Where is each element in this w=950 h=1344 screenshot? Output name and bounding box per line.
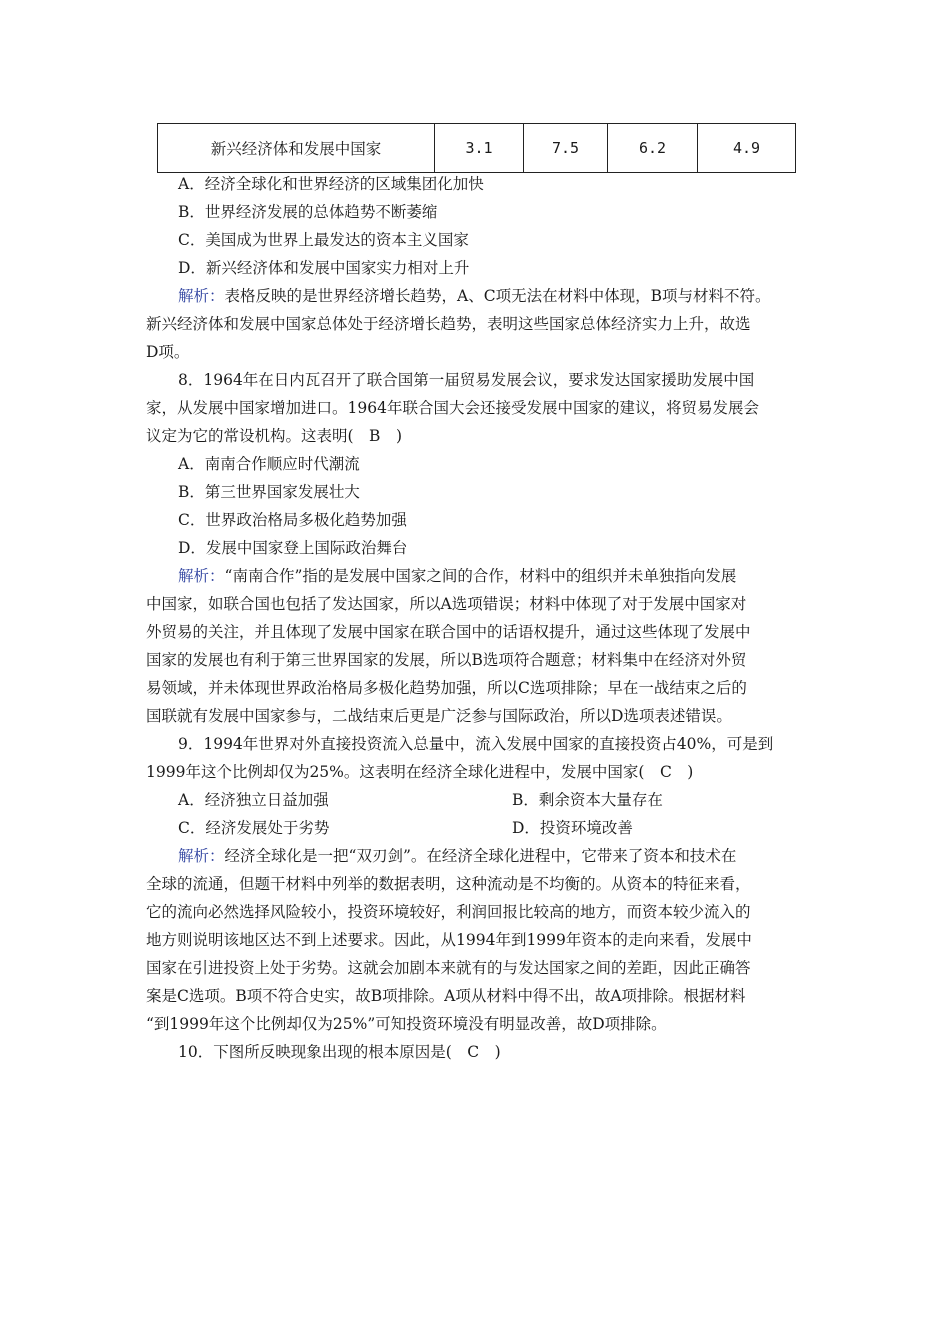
question-line: 9．1994年世界对外直接投资流入总量中，流入发展中国家的直接投资占40%，可是到 [178,735,774,753]
question-line: 家，从发展中国家增加进口。1964年联合国大会还接受发展中国家的建议，将贸易发展会 [146,399,759,417]
table-row [158,124,796,173]
analysis-line: 解析：经济全球化是一把“双刃剑”。在经济全球化进程中，它带来了资本和技术在 [178,847,737,865]
option-line: B．剩余资本大量存在 [512,791,663,809]
option-line: D．新兴经济体和发展中国家实力相对上升 [178,259,470,277]
table-cell: 4.9 [698,124,796,173]
table-cell: 6.2 [608,124,698,173]
option-line: D．发展中国家登上国际政治舞台 [178,539,408,557]
analysis-label: 解析： [178,847,225,865]
option-line: A．经济全球化和世界经济的区域集团化加快 [178,175,484,193]
option-line: C．经济发展处于劣势 [178,819,330,837]
option-line: B．世界经济发展的总体趋势不断萎缩 [178,203,438,221]
analysis-line: 地方则说明该地区达不到上述要求。因此，从1994年到1999年资本的走向来看，发展中 [146,931,752,949]
analysis-line: “到1999年这个比例却仅为25%”可知投资环境没有明显改善，故D项排除。 [146,1015,667,1033]
table-cell: 3.1 [435,124,524,173]
analysis-label: 解析： [178,287,225,305]
analysis-line: 解析：表格反映的是世界经济增长趋势，A、C项无法在材料中体现，B项与材料不符。 [178,287,771,305]
table-cell: 7.5 [524,124,608,173]
analysis-line: 新兴经济体和发展中国家总体处于经济增长趋势，表明这些国家总体经济实力上升，故选 [146,315,751,333]
analysis-line: 全球的流通，但题干材料中列举的数据表明，这种流动是不均衡的。从资本的特征来看， [146,875,751,893]
analysis-line: D项。 [146,343,190,361]
question-line: 8．1964年在日内瓦召开了联合国第一届贸易发展会议，要求发达国家援助发展中国 [178,371,755,389]
analysis-label: 解析： [178,567,225,585]
option-line: C．美国成为世界上最发达的资本主义国家 [178,231,469,249]
option-line: A．经济独立日益加强 [178,791,329,809]
question-line: 10．下图所反映现象出现的根本原因是( C ) [178,1043,501,1061]
data-table [157,123,796,173]
analysis-line: 国家的发展也有利于第三世界国家的发展，所以B选项符合题意；材料集中在经济对外贸 [146,651,747,669]
option-line: C．世界政治格局多极化趋势加强 [178,511,407,529]
analysis-line: 中国家，如联合国也包括了发达国家，所以A选项错误；材料中体现了对于发展中国家对 [146,595,747,613]
analysis-line: 解析：“南南合作”指的是发展中国家之间的合作，材料中的组织并未单独指向发展 [178,567,737,585]
analysis-line: 易领域，并未体现世界政治格局多极化趋势加强，所以C选项排除；早在一战结束之后的 [146,679,747,697]
analysis-line: 国家在引进投资上处于劣势。这就会加剧本来就有的与发达国家之间的差距，因此正确答 [146,959,751,977]
analysis-line: 案是C选项。B项不符合史实，故B项排除。A项从材料中得不出，故A项排除。根据材料 [146,987,746,1005]
table-cell: 新兴经济体和发展中国家 [158,124,435,173]
option-line: A．南南合作顺应时代潮流 [178,455,360,473]
option-line: D．投资环境改善 [512,819,633,837]
analysis-line: 它的流向必然选择风险较小，投资环境较好，利润回报比较高的地方，而资本较少流入的 [146,903,751,921]
analysis-line: 国联就有发展中国家参与，二战结束后更是广泛参与国际政治，所以D选项表述错误。 [146,707,732,725]
question-line: 1999年这个比例却仅为25%。这表明在经济全球化进程中，发展中国家( C ) [146,763,694,781]
question-line: 议定为它的常设机构。这表明( B ) [146,427,402,445]
option-line: B．第三世界国家发展壮大 [178,483,360,501]
analysis-line: 外贸易的关注，并且体现了发展中国家在联合国中的话语权提升，通过这些体现了发展中 [146,623,751,641]
